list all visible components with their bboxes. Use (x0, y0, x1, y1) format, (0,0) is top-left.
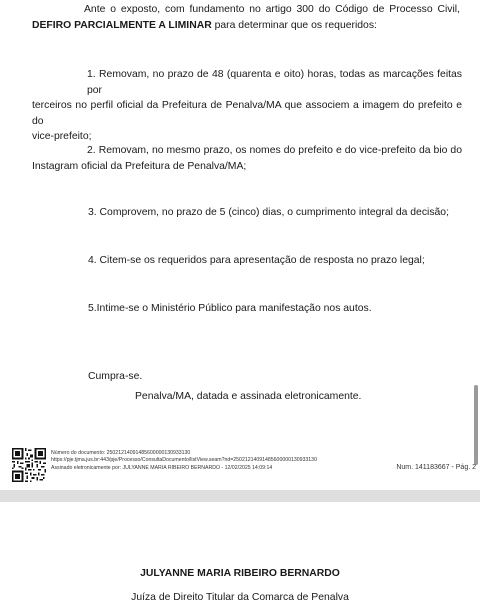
intro-line-2-rest: para determinar que os requeridos: (211, 19, 377, 31)
intro-line-1: Ante o exposto, com fundamento no artigo 300 do Código de Processo Civil, (84, 4, 460, 15)
item-1-line-2: terceiros no perfil oficial da Prefeitura de Penalva/MA que associem a imagem do prefeito e do (32, 100, 462, 127)
page-reference: Num. 141183667 - Pág. 2 (396, 464, 476, 471)
cumpra-se: Cumpra-se. (88, 371, 143, 382)
intro-line-2 (32, 18, 460, 34)
item-3: 3. Comprovem, no prazo de 5 (cinco) dias, o cumprimento integral da decisão; (88, 207, 449, 218)
signer-role: Juíza de Direito Titular da Comarca de Penalva (131, 592, 349, 603)
document-footer (12, 448, 476, 482)
item-1 (32, 67, 462, 145)
decision-bold: DEFIRO PARCIALMENTE A LIMINAR (32, 19, 212, 31)
place-date-line: Penalva/MA, datada e assinada eletronicamente. (135, 391, 362, 402)
item-1-line-3: vice-prefeito; (32, 131, 92, 143)
item-2 (32, 143, 462, 174)
qr-code-icon[interactable] (12, 448, 46, 482)
document-page-2 (0, 502, 480, 603)
document-number: Número do documento: 25021214091485600000130933130 (51, 450, 191, 456)
item-2-line-2: Instagram oficial da Prefeitura de Penalva/MA; (32, 160, 247, 172)
page-separator (0, 490, 480, 502)
document-url[interactable]: https://pje.tjma.jus.br:443/pje/Processo/ConsultaDocumento/listView.seam?nd=25021214091485600000130933130 (51, 457, 317, 464)
item-5: 5.Intime-se o Ministério Público para manifestação nos autos. (88, 303, 372, 314)
intro-paragraph (32, 2, 460, 33)
signed-by: Assinado eletronicamente por: JULYANNE MARIA RIBEIRO BERNARDO - 12/02/2025 14:09:14 (51, 464, 273, 471)
document-metadata (51, 450, 317, 472)
signer-name: JULYANNE MARIA RIBEIRO BERNARDO (140, 568, 340, 579)
item-2-line-1: 2. Removam, no mesmo prazo, os nomes do prefeito e do vice-prefeito da bio do (87, 145, 462, 156)
item-4: 4. Citem-se os requeridos para apresentação de resposta no prazo legal; (88, 255, 425, 266)
item-1-line-1: 1. Removam, no prazo de 48 (quarenta e oito) horas, todas as marcações feitas por (87, 69, 462, 96)
